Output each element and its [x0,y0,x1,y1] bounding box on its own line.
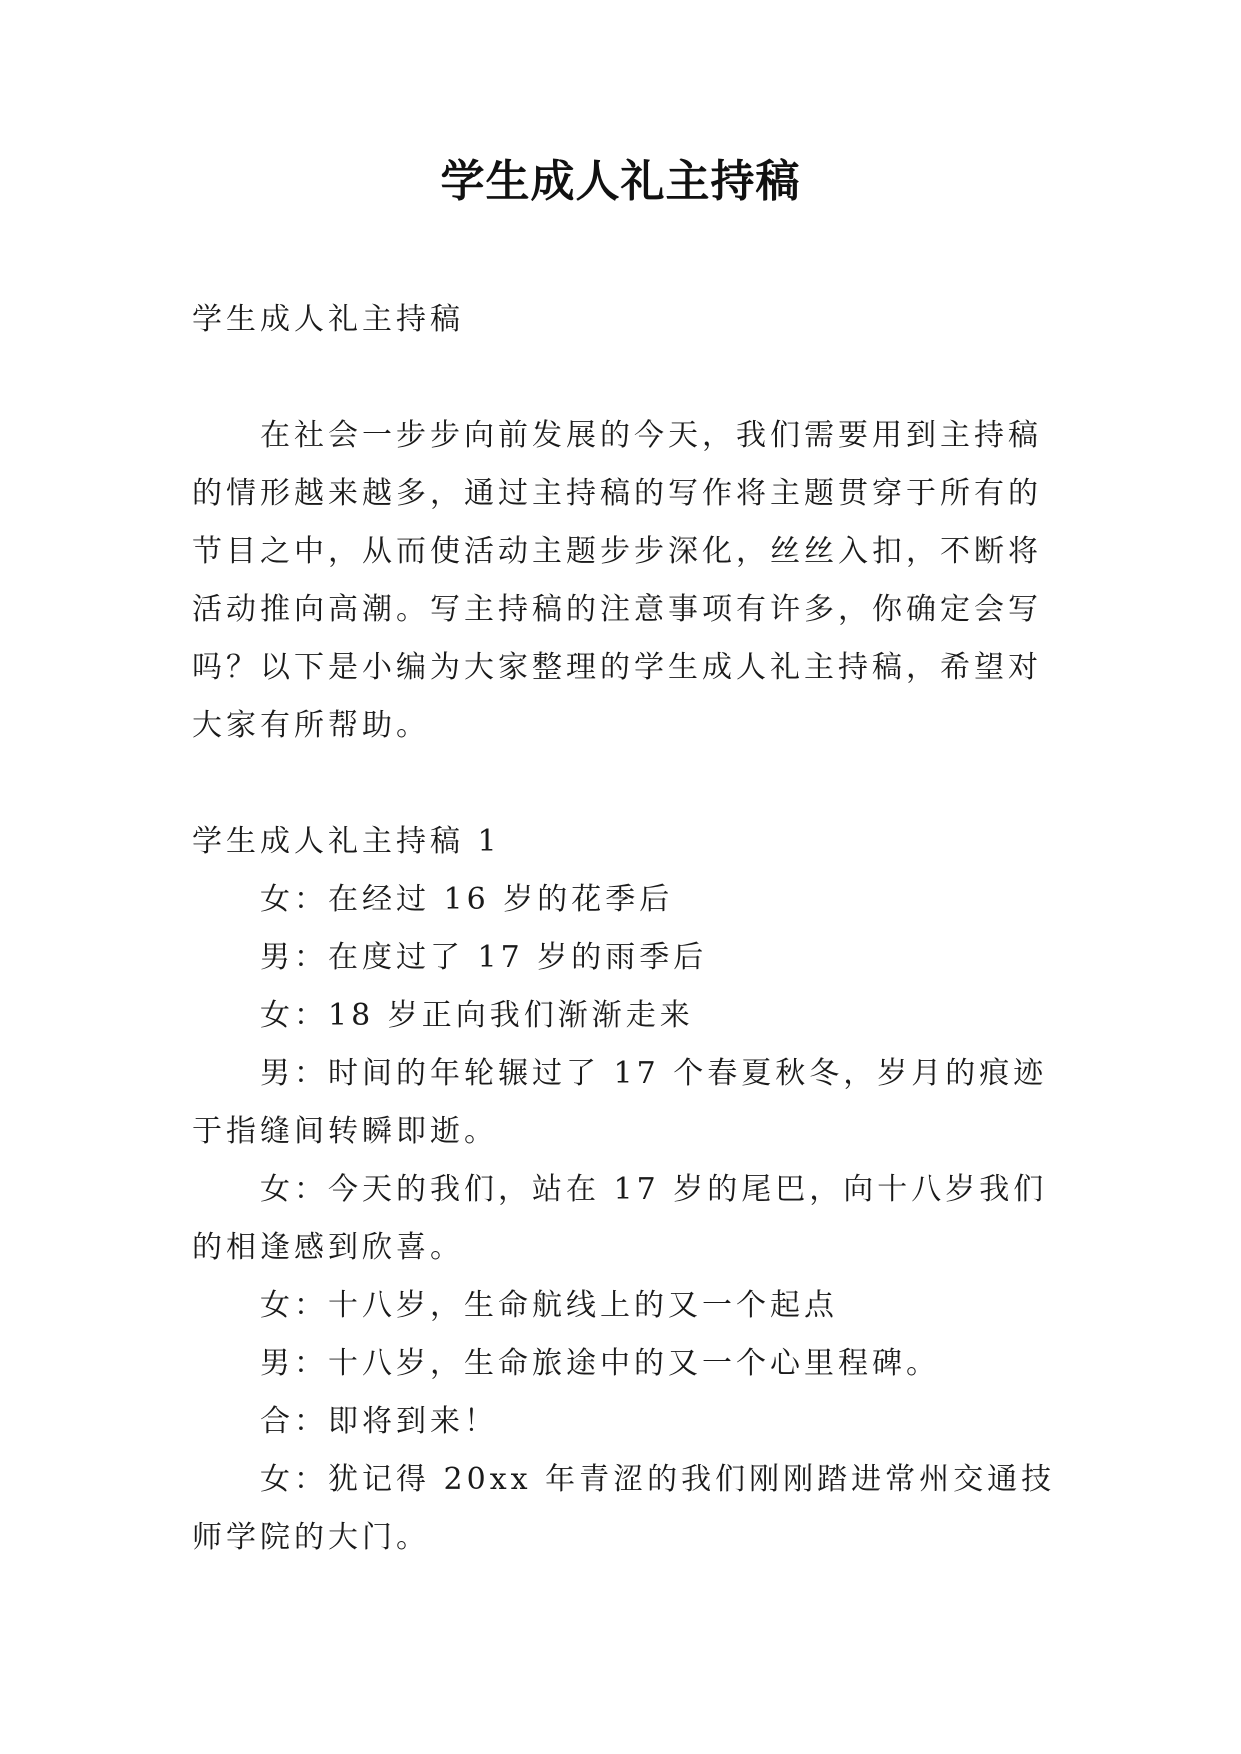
document-body [192,291,1062,1567]
section-heading: 学生成人礼主持稿 1 [192,824,501,859]
script-line: 男：十八岁，生命旅途中的又一个心里程碑。 [260,1346,940,1381]
script-line: 女：在经过 16 岁的花季后 [260,882,674,917]
document-subtitle: 学生成人礼主持稿 [192,302,464,337]
intro-paragraph: 在社会一步步向前发展的今天，我们需要用到主持稿的情形越来越多，通过主持稿的写作将主题贯穿于所有的节目之中，从而使活动主题步步深化，丝丝入扣，不断将活动推向高潮。写主持稿的注意事项有许多，你确定会写吗？以下是小编为大家整理的学生成人礼主持稿，希望对大家有所帮助。 [192,418,1042,743]
script-line: 女：今天的我们，站在 17 岁的尾巴，向十八岁我们的相逢感到欣喜。 [192,1172,1048,1265]
document-title: 学生成人礼主持稿 [440,156,801,207]
script-line: 女：十八岁，生命航线上的又一个起点 [260,1288,838,1323]
script-line: 男：在度过了 17 岁的雨季后 [260,940,708,975]
script-line: 男：时间的年轮辗过了 17 个春夏秋冬，岁月的痕迹于指缝间转瞬即逝。 [192,1056,1048,1149]
spacer [192,349,1062,407]
script-line: 女：18 岁正向我们渐渐走来 [260,998,694,1033]
script-line: 女：犹记得 20xx 年青涩的我们刚刚踏进常州交通技师学院的大门。 [192,1462,1056,1555]
spacer [192,755,1062,813]
script-line: 合：即将到来！ [260,1404,498,1439]
